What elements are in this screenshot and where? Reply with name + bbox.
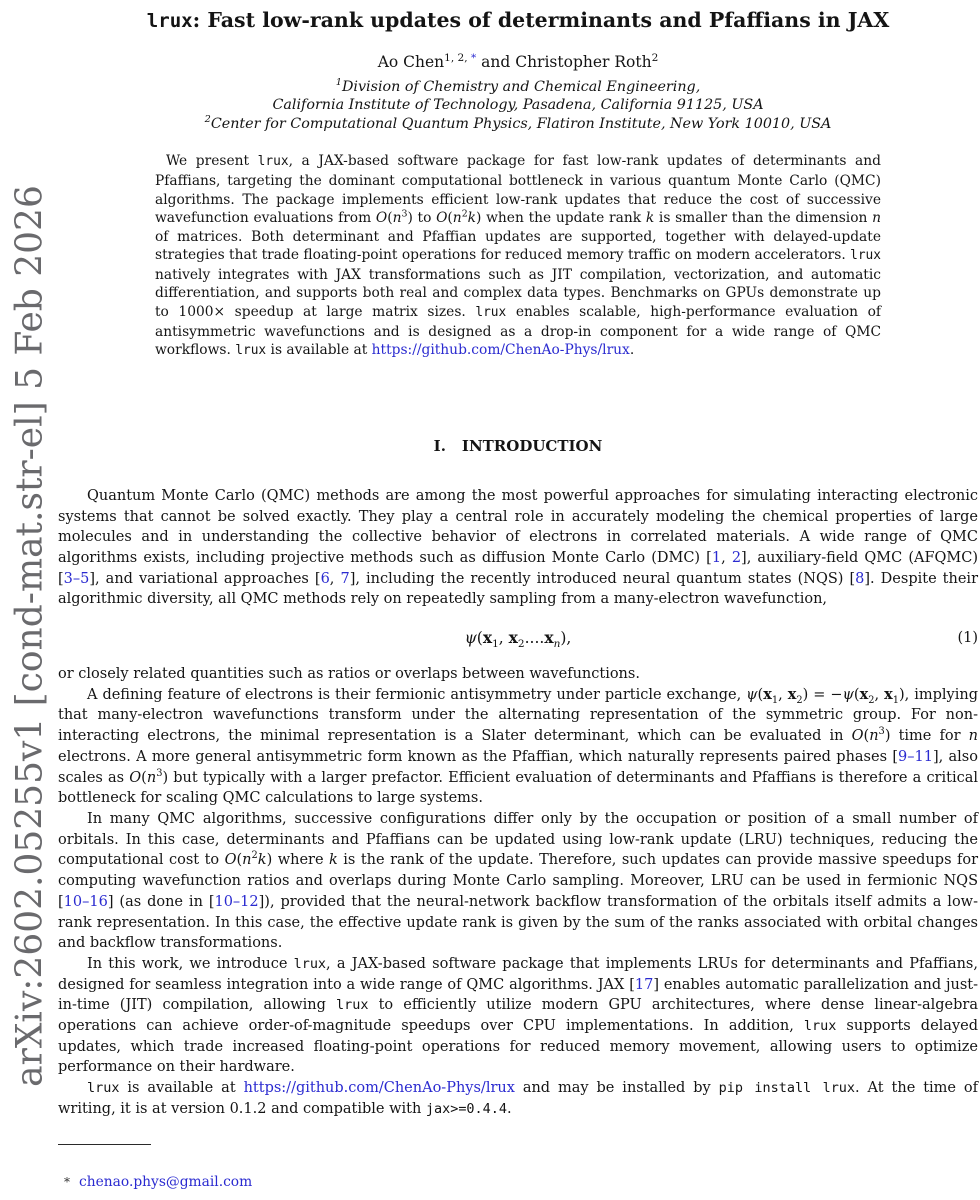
text-segment: O (129, 769, 142, 786)
equation-number: (1) (957, 630, 978, 647)
text-segment: 2 (251, 850, 258, 862)
text-segment: 2 (517, 638, 525, 651)
citation-link[interactable]: 1 (711, 549, 722, 566)
text-segment: lrux (146, 10, 193, 32)
text-segment: ( (387, 210, 393, 227)
text-segment: A defining feature of electrons is their fermionic antisymmetry under particle exchange, (87, 686, 747, 703)
text-segment: Quantum Monte Carlo (QMC) methods are among the most powerful approaches for simulating interacting electronic systems that cannot be solved exactly. They play a central role in accurately modeling the chemical properties of large molecules and in understanding the collective behavior of electrons in correlated materials. A wide range of QMC algorithms exists, including projective methods such as diffusion Monte Carlo (DMC) [ (58, 487, 978, 566)
text-segment: ), (560, 629, 572, 648)
text-segment: lrux (235, 343, 267, 359)
text-segment: ) time for (884, 728, 969, 745)
citation-link[interactable]: 9–11 (898, 748, 933, 765)
text-segment: lrux (257, 154, 289, 170)
text-segment: . (629, 342, 635, 359)
text-segment: 2 (796, 694, 803, 706)
arxiv-stamp: arXiv:2602.05255v1 [cond-mat.str-el] 5 Feb 2026 (9, 185, 51, 1087)
text-segment: n (242, 852, 252, 869)
text-segment: 2 (204, 114, 211, 126)
text-segment: Ao Chen (377, 52, 445, 71)
text-segment: O (224, 852, 237, 869)
text-segment: x (859, 685, 869, 703)
text-segment: n (146, 769, 157, 786)
section-number: I. (433, 436, 446, 455)
section-heading-introduction (58, 437, 978, 455)
text-segment: lrux (336, 997, 369, 1014)
text-segment: jax>=0.4.4 (425, 1100, 507, 1117)
text-segment: 1 (892, 694, 899, 706)
text-segment: ψ (464, 629, 477, 648)
citation-link[interactable]: 7 (340, 570, 350, 587)
text-segment: ( (476, 629, 483, 648)
affiliation-line-1 (58, 78, 978, 97)
text-segment: and Christopher Roth (476, 52, 652, 71)
intro-paragraph-4 (58, 809, 978, 954)
text-segment: n (392, 210, 402, 227)
text-segment: n (968, 728, 979, 745)
hyperlink[interactable]: https://github.com/ChenAo-Phys/lrux (243, 1080, 515, 1097)
paper-content (58, 0, 978, 1200)
text-segment: lrux (850, 248, 881, 264)
footnote-email-link[interactable]: chenao.phys@gmail.com (79, 1174, 253, 1190)
text-segment: x (763, 685, 772, 703)
text-segment: In this work, we introduce (87, 955, 294, 972)
text-segment: of matrices. Both determinant and Pfaffian updates are supported, together with delayed-update strategies that trade floating-point operations for reduced memory traffic on modern accelerators. (155, 228, 881, 264)
text-segment: is smaller than the dimension (654, 210, 873, 227)
text-segment: ] enables automatic parallelization and just-in-time (JIT) compilation, allowing (58, 976, 978, 1014)
text-segment: 3 (878, 726, 885, 738)
text-segment: is available at (266, 342, 372, 359)
text-segment: Center for Computational Quantum Physics, Flatiron Institute, New York 10010, USA (210, 115, 832, 132)
text-segment: and may be installed by (514, 1080, 719, 1097)
text-segment: , (498, 629, 509, 648)
text-segment: ( (447, 210, 453, 227)
authors-line (58, 53, 978, 71)
text-segment: ( (863, 728, 870, 745)
text-segment: n (452, 210, 462, 227)
text-segment: We present (166, 153, 258, 170)
citation-link[interactable]: 17 (634, 976, 654, 993)
text-segment: California Institute of Technology, Pasadena, California 91125, USA (272, 97, 764, 114)
text-segment: lrux (293, 955, 327, 972)
text-segment: ]. Despite their algorithmic diversity, all QMC methods rely on repeatedly sampling from a many-electron wavefunction, (58, 570, 978, 608)
text-segment: lrux (475, 305, 507, 321)
text-segment: 1, 2, (444, 51, 471, 64)
text-segment: . At the time of writing, it is at version 0.1.2 and compatible with (58, 1080, 979, 1117)
text-segment: , (721, 549, 732, 566)
text-segment: k (467, 210, 477, 227)
text-segment: Division of Chemistry and Chemical Engineering, (341, 78, 701, 95)
equation-1 (58, 627, 978, 649)
text-segment: ψ (746, 686, 758, 703)
text-segment: , a JAX-based software package for fast low-rank updates of determinants and Pfaffians, targeting the dominant computational bottleneck in various quantum Monte Carlo (QMC) algorithms. The package implements efficient low-rank updates that reduce the cost of successive wavefunction evaluations from (155, 153, 881, 227)
section-title: INTRODUCTION (461, 436, 603, 455)
text-segment: 1 (335, 77, 342, 89)
intro-paragraph-6 (58, 1078, 978, 1119)
text-segment: ) when the update rank (476, 210, 646, 227)
text-segment: , (329, 570, 341, 587)
citation-link[interactable]: 3–5 (63, 570, 90, 587)
citation-link[interactable]: 10–16 (63, 893, 108, 910)
text-segment: k (329, 852, 338, 869)
text-segment: 3 (156, 767, 163, 779)
text-segment: .... (524, 629, 545, 648)
intro-paragraph-3 (58, 685, 978, 809)
text-segment: n (869, 728, 879, 745)
footnote (64, 1174, 252, 1190)
citation-link[interactable]: 8 (855, 570, 865, 587)
text-segment: supports delayed updates, which trade increased floating-point operations for reduced memory movement, allowing users to optimize performance on their hardware. (58, 1018, 978, 1076)
citation-link[interactable]: 2 (731, 549, 742, 566)
hyperlink[interactable]: * (470, 51, 477, 64)
text-segment: 3 (401, 208, 408, 220)
paper-title (58, 8, 978, 34)
footnote-rule (58, 1144, 151, 1145)
equation-body (464, 628, 572, 651)
text-segment: , a JAX-based software package that implements LRUs for determinants and Pfaffians, designed for seamless integration into a wide range of QMC algorithms. JAX [ (58, 955, 978, 993)
text-segment: n (872, 210, 881, 227)
text-segment: 2 (461, 208, 468, 220)
text-segment: x (544, 628, 554, 648)
text-segment: natively integrates with JAX transformations such as JIT compilation, vectorization, and automatic differentiation, and supports both real and complex data types. Benchmarks on GPUs demonstrate up to 1000× speedup at large matrix sizes. (155, 266, 881, 321)
text-segment: enables scalable, high-performance evaluation of antisymmetric wavefunctions and is designed as a drop-in component for a wide range of QMC workflows. (155, 304, 881, 359)
text-segment: ψ (842, 686, 854, 703)
affiliation-line-3 (58, 115, 978, 134)
text-segment: 2 (868, 694, 875, 706)
intro-paragraph-2 (58, 664, 978, 685)
text-segment: x (884, 685, 893, 703)
text-segment: . (506, 1100, 512, 1117)
affiliation-line-2 (58, 96, 978, 115)
text-segment: k (257, 852, 267, 869)
text-segment: ], also scales as (58, 748, 978, 786)
text-segment: pip install lrux (718, 1080, 856, 1097)
text-segment: electrons. A more general antisymmetric form known as the Pfaffian, which naturally represents paired phases [ (58, 748, 898, 765)
text-segment: In many QMC algorithms, successive configurations differ only by the occupation or position of a small number of orbitals. In this case, determinants and Pfaffians can be updated using low-rank update (LRU) techniques, reducing the computational cost to (58, 811, 978, 869)
text-segment: ( (853, 686, 860, 703)
text-segment: ], including the recently introduced neural quantum states (NQS) [ (349, 570, 856, 587)
text-segment: ) but typically with a larger prefactor. Efficient evaluation of determinants and Pfaffians is therefore a critical bottleneck for scaling QMC calculations to large systems. (58, 769, 978, 807)
text-segment: ), implying that many-electron wavefunctions transform under the alternating representation of the symmetric group. For non-interacting electrons, the minimal representation is a Slater determinant, which can be evaluated in (58, 686, 978, 745)
text-segment: O (375, 210, 388, 227)
text-segment: ) to (407, 210, 437, 227)
text-segment: ) where (266, 852, 330, 869)
abstract (155, 152, 881, 361)
text-segment: ( (141, 769, 147, 786)
text-segment: x (508, 628, 518, 648)
intro-paragraph-1 (58, 486, 978, 610)
text-segment: lrux (87, 1080, 120, 1097)
text-segment: x (482, 628, 493, 648)
text-segment: or closely related quantities such as ratios or overlaps between wavefunctions. (58, 666, 640, 683)
text-segment: k (645, 210, 655, 227)
text-segment: ( (236, 852, 243, 869)
text-segment: is available at (119, 1080, 244, 1097)
text-segment: ], and variational approaches [ (89, 570, 321, 587)
text-segment: , (778, 686, 788, 703)
text-segment: ] (as done in [ (107, 893, 215, 910)
affiliations (58, 78, 978, 134)
intro-paragraph-5 (58, 954, 978, 1078)
text-segment: ]), provided that the neural-network backflow transformation of the orbitals itself admits a low-rank representation. In this case, the effective update rank is given by the sum of the ranks associated with orbital changes and backflow transformations. (58, 893, 978, 952)
citation-link[interactable]: 10–12 (214, 893, 259, 910)
text-segment: 1 (771, 694, 779, 706)
text-segment: O (851, 728, 864, 745)
text-segment: is the rank of the update. Therefore, such updates can provide massive speedups for computing wavefunction ratios and overlaps during Monte Carlo sampling. Moreover, LRU can be used in fermionic NQS [ (58, 852, 979, 910)
text-segment: x (787, 685, 797, 703)
text-segment: lrux (803, 1018, 837, 1035)
footnote-marker: * (64, 1175, 70, 1189)
hyperlink[interactable]: https://github.com/ChenAo-Phys/lrux (371, 342, 630, 359)
text-segment: ], auxiliary-field QMC (AFQMC) [ (58, 549, 979, 587)
text-segment: ( (757, 686, 764, 703)
text-segment: 1 (492, 638, 499, 651)
text-segment: n (553, 638, 561, 651)
citation-link[interactable]: 6 (320, 570, 330, 587)
text-segment: , (874, 686, 885, 703)
text-segment: O (436, 210, 448, 227)
text-segment: to efficiently utilize modern GPU architectures, where dense linear-algebra operations can achieve order-of-magnitude speedups over CPU implementations. In addition, (58, 997, 978, 1035)
text-segment: : Fast low-rank updates of determinants and Pfaffians in JAX (192, 8, 890, 32)
text-segment: 2 (651, 51, 659, 64)
text-segment: ) = − (802, 686, 843, 703)
